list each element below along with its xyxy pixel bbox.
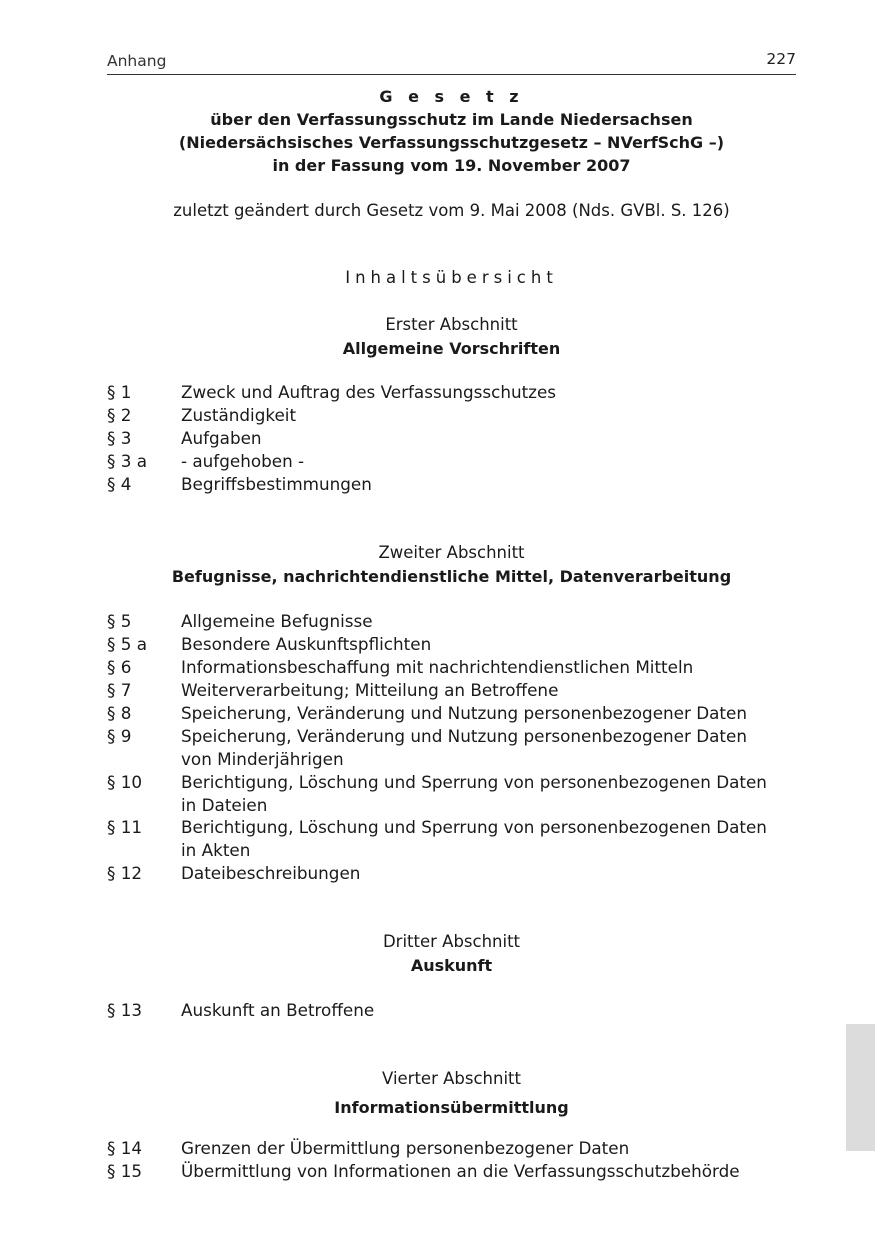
section-number: Dritter Abschnitt <box>382 932 521 951</box>
law-title-word: G e s e t z <box>379 87 524 106</box>
paragraph-title: Speicherung, Veränderung und Nutzung personenbezogener Daten <box>181 703 747 723</box>
paragraph-title: Dateibeschreibungen <box>181 863 361 883</box>
section-title: Allgemeine Vorschriften <box>342 339 561 358</box>
paragraph-title: - aufgehoben - <box>181 451 305 471</box>
paragraph-title: Berichtigung, Löschung und Sperrung von personenbezogenen Daten in Dateien <box>181 772 767 815</box>
header-section-label: Anhang <box>107 52 167 70</box>
paragraph-number: § 7 <box>107 680 132 700</box>
paragraph-title: Zweck und Auftrag des Verfassungsschutzes <box>181 382 557 402</box>
paragraph-number: § 6 <box>107 657 132 677</box>
paragraph-title: Aufgaben <box>181 428 262 448</box>
paragraph-title: Grenzen der Übermittlung personenbezogener Daten <box>181 1138 630 1158</box>
paragraph-title: Übermittlung von Informationen an die Verfassungsschutzbehörde <box>181 1161 740 1181</box>
paragraph-number: § 3 <box>107 428 132 448</box>
section-number: Erster Abschnitt <box>385 315 518 334</box>
paragraph-number: § 8 <box>107 703 132 723</box>
paragraph-title: Begriffsbestimmungen <box>181 474 372 494</box>
law-title-line-3: (Niedersächsisches Verfassungsschutzgesetz – NVerfSchG –) <box>178 133 725 152</box>
paragraph-title: Allgemeine Befugnisse <box>181 611 373 631</box>
paragraph-title: Speicherung, Veränderung und Nutzung personenbezogener Daten von Minderjährigen <box>181 726 747 769</box>
paragraph-number: § 12 <box>107 863 143 883</box>
paragraph-title: Besondere Auskunftspflichten <box>181 634 432 654</box>
section-title: Informationsübermittlung <box>334 1098 569 1117</box>
section-number: Zweiter Abschnitt <box>378 543 525 562</box>
paragraph-title: Informationsbeschaffung mit nachrichtendienstlichen Mitteln <box>181 657 694 677</box>
page-number: 227 <box>766 50 796 68</box>
paragraph-title: Berichtigung, Löschung und Sperrung von personenbezogenen Daten in Akten <box>181 817 767 860</box>
thumb-index-tab <box>846 1024 875 1151</box>
law-title-line-2: über den Verfassungsschutz im Lande Niedersachsen <box>210 110 693 129</box>
paragraph-number: § 2 <box>107 405 132 425</box>
paragraph-number: § 3 a <box>107 451 148 471</box>
paragraph-title: Weiterverarbeitung; Mitteilung an Betroffene <box>181 680 559 700</box>
section-title: Auskunft <box>410 956 493 975</box>
paragraph-title: Zuständigkeit <box>181 405 297 425</box>
toc-heading: Inhaltsübersicht <box>345 268 558 287</box>
law-title-line-4: in der Fassung vom 19. November 2007 <box>272 156 631 175</box>
paragraph-number: § 4 <box>107 474 132 494</box>
section-number: Vierter Abschnitt <box>382 1069 521 1088</box>
paragraph-number: § 15 <box>107 1161 143 1181</box>
paragraph-number: § 10 <box>107 772 143 792</box>
paragraph-number: § 14 <box>107 1138 143 1158</box>
paragraph-title: Auskunft an Betroffene <box>181 1000 375 1020</box>
paragraph-number: § 11 <box>107 817 143 837</box>
paragraph-number: § 5 <box>107 611 132 631</box>
paragraph-number: § 5 a <box>107 634 148 654</box>
section-title: Befugnisse, nachrichtendienstliche Mittel, Datenverarbeitung <box>171 567 732 586</box>
paragraph-number: § 13 <box>107 1000 143 1020</box>
amendment-note: zuletzt geändert durch Gesetz vom 9. Mai 2008 (Nds. GVBl. S. 126) <box>173 201 730 220</box>
paragraph-number: § 9 <box>107 726 132 746</box>
running-header <box>107 52 796 75</box>
paragraph-number: § 1 <box>107 382 132 402</box>
